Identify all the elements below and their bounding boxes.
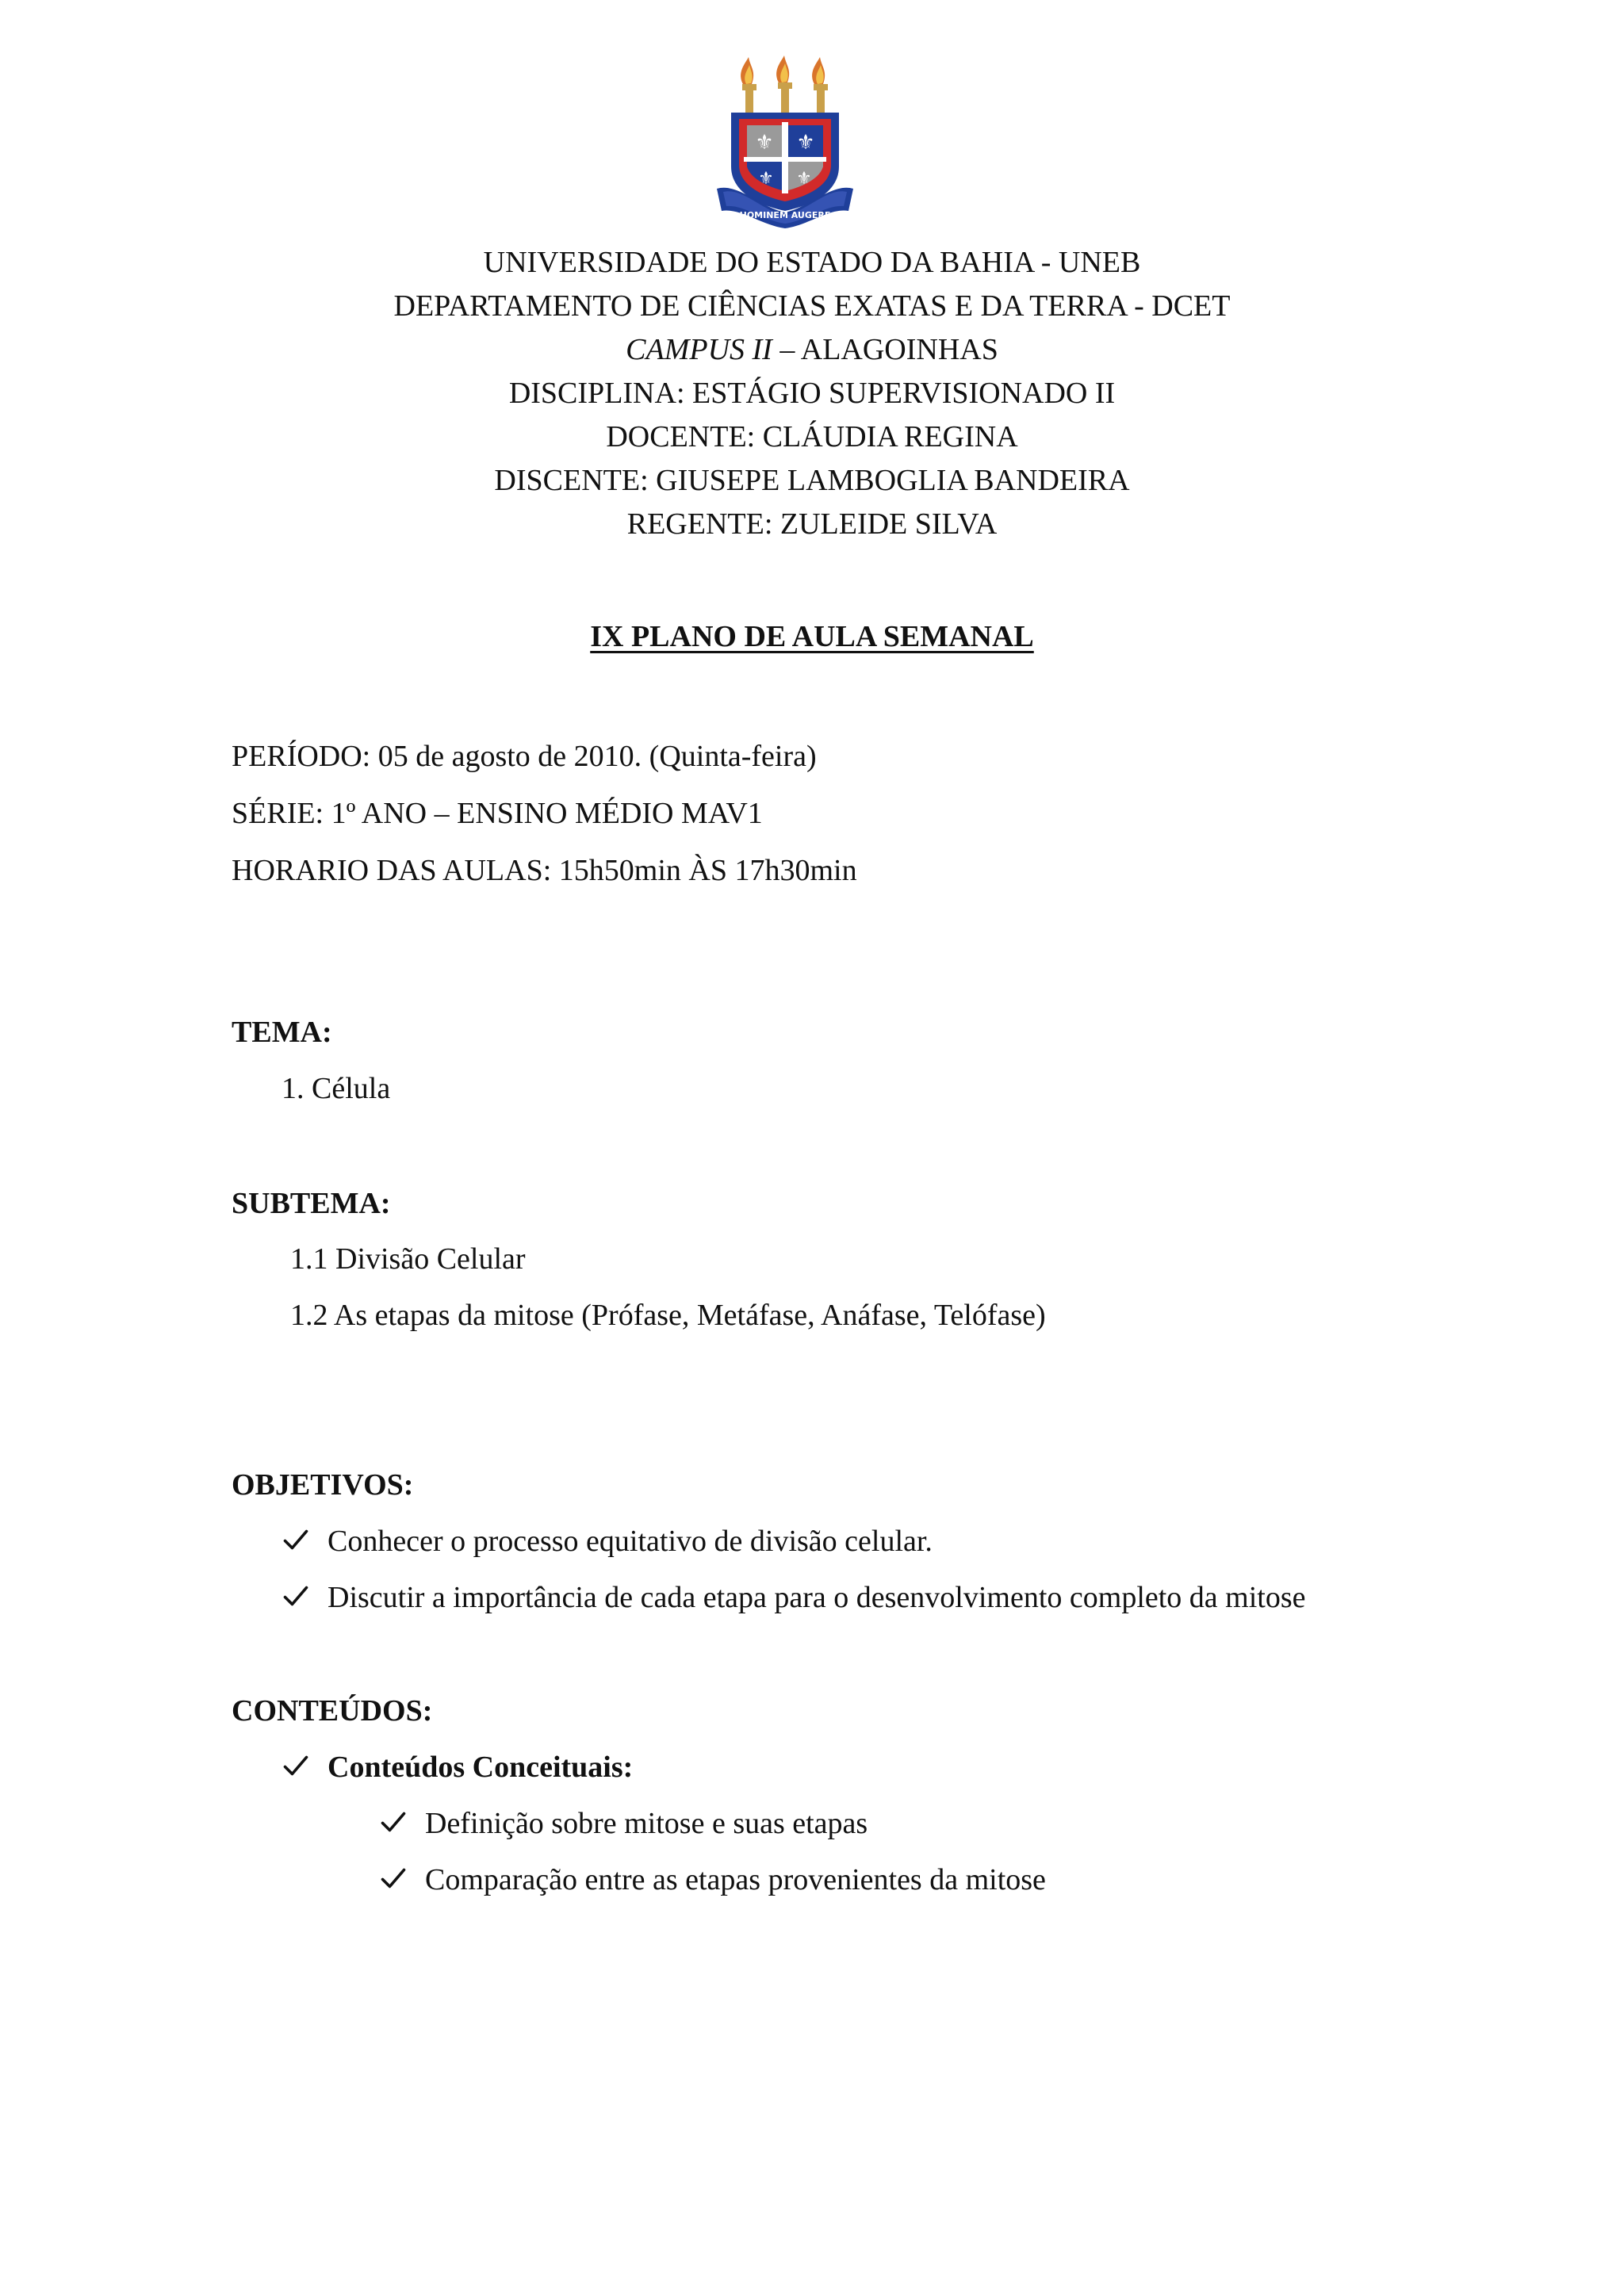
grade-line: SÉRIE: 1º ANO – ENSINO MÉDIO MAV1	[232, 797, 763, 830]
tema-heading: TEMA:	[232, 1016, 332, 1049]
lesson-info	[232, 728, 857, 899]
document-title	[0, 618, 1624, 656]
checkmark-icon	[379, 1864, 408, 1892]
department-name: DEPARTAMENTO DE CIÊNCIAS EXATAS E DA TERRA - DCET	[393, 289, 1231, 323]
university-coat-of-arms-logo	[714, 55, 856, 230]
objetivo-item	[282, 1578, 1306, 1617]
torch-icon	[812, 57, 828, 113]
campus-label: CAMPUS II	[626, 333, 772, 366]
document-title-text: IX PLANO DE AULA SEMANAL	[590, 620, 1034, 653]
checkmark-icon	[282, 1525, 310, 1554]
torch-icon	[776, 55, 792, 113]
tema-item: 1. Célula	[282, 1072, 391, 1105]
logo-motto: HOMINEM AUGERE	[739, 210, 831, 220]
discipline-line: DISCIPLINA: ESTÁGIO SUPERVISIONADO II	[508, 377, 1116, 410]
checkmark-icon	[282, 1582, 310, 1610]
subtema-item: 1.2 As etapas da mitose (Prófase, Metáfase, Anáfase, Telófase)	[290, 1299, 1046, 1332]
conteudo-item	[379, 1860, 1046, 1900]
objetivo-text: Discutir a importância de cada etapa para o desenvolvimento completo da mitose	[327, 1581, 1306, 1614]
conteudo-item	[379, 1804, 868, 1843]
svg-text:⚜: ⚜	[796, 169, 812, 189]
period-line: PERÍODO: 05 de agosto de 2010. (Quinta-feira)	[232, 740, 817, 773]
conteudos-heading: CONTEÚDOS:	[232, 1694, 433, 1728]
objetivos-heading: OBJETIVOS:	[232, 1468, 414, 1502]
teacher-line: DOCENTE: CLÁUDIA REGINA	[606, 420, 1018, 453]
conteudos-group-label: Conteúdos Conceituais:	[327, 1751, 634, 1784]
student-line: DISCENTE: GIUSEPE LAMBOGLIA BANDEIRA	[494, 464, 1130, 497]
svg-text:⚜: ⚜	[758, 169, 774, 189]
schedule-line: HORARIO DAS AULAS: 15h50min ÀS 17h30min	[232, 854, 857, 887]
checkmark-icon	[282, 1751, 310, 1780]
conteudo-text: Comparação entre as etapas provenientes da mitose	[425, 1863, 1046, 1896]
subtema-heading: SUBTEMA:	[232, 1187, 391, 1220]
svg-text:⚜: ⚜	[755, 131, 774, 155]
institution-header	[0, 241, 1624, 546]
svg-text:⚜: ⚜	[796, 131, 815, 155]
objetivo-item	[282, 1521, 933, 1561]
campus-city: – ALAGOINHAS	[772, 333, 998, 366]
conteudos-group	[282, 1747, 633, 1787]
torch-icon	[741, 57, 756, 113]
conteudo-text: Definição sobre mitose e suas etapas	[425, 1807, 868, 1840]
campus-line	[0, 328, 1624, 372]
regent-line: REGENTE: ZULEIDE SILVA	[626, 507, 998, 541]
university-name: UNIVERSIDADE DO ESTADO DA BAHIA - UNEB	[483, 246, 1141, 279]
checkmark-icon	[379, 1808, 408, 1836]
objetivo-text: Conhecer o processo equitativo de divisão celular.	[327, 1525, 933, 1558]
subtema-item: 1.1 Divisão Celular	[290, 1242, 526, 1276]
